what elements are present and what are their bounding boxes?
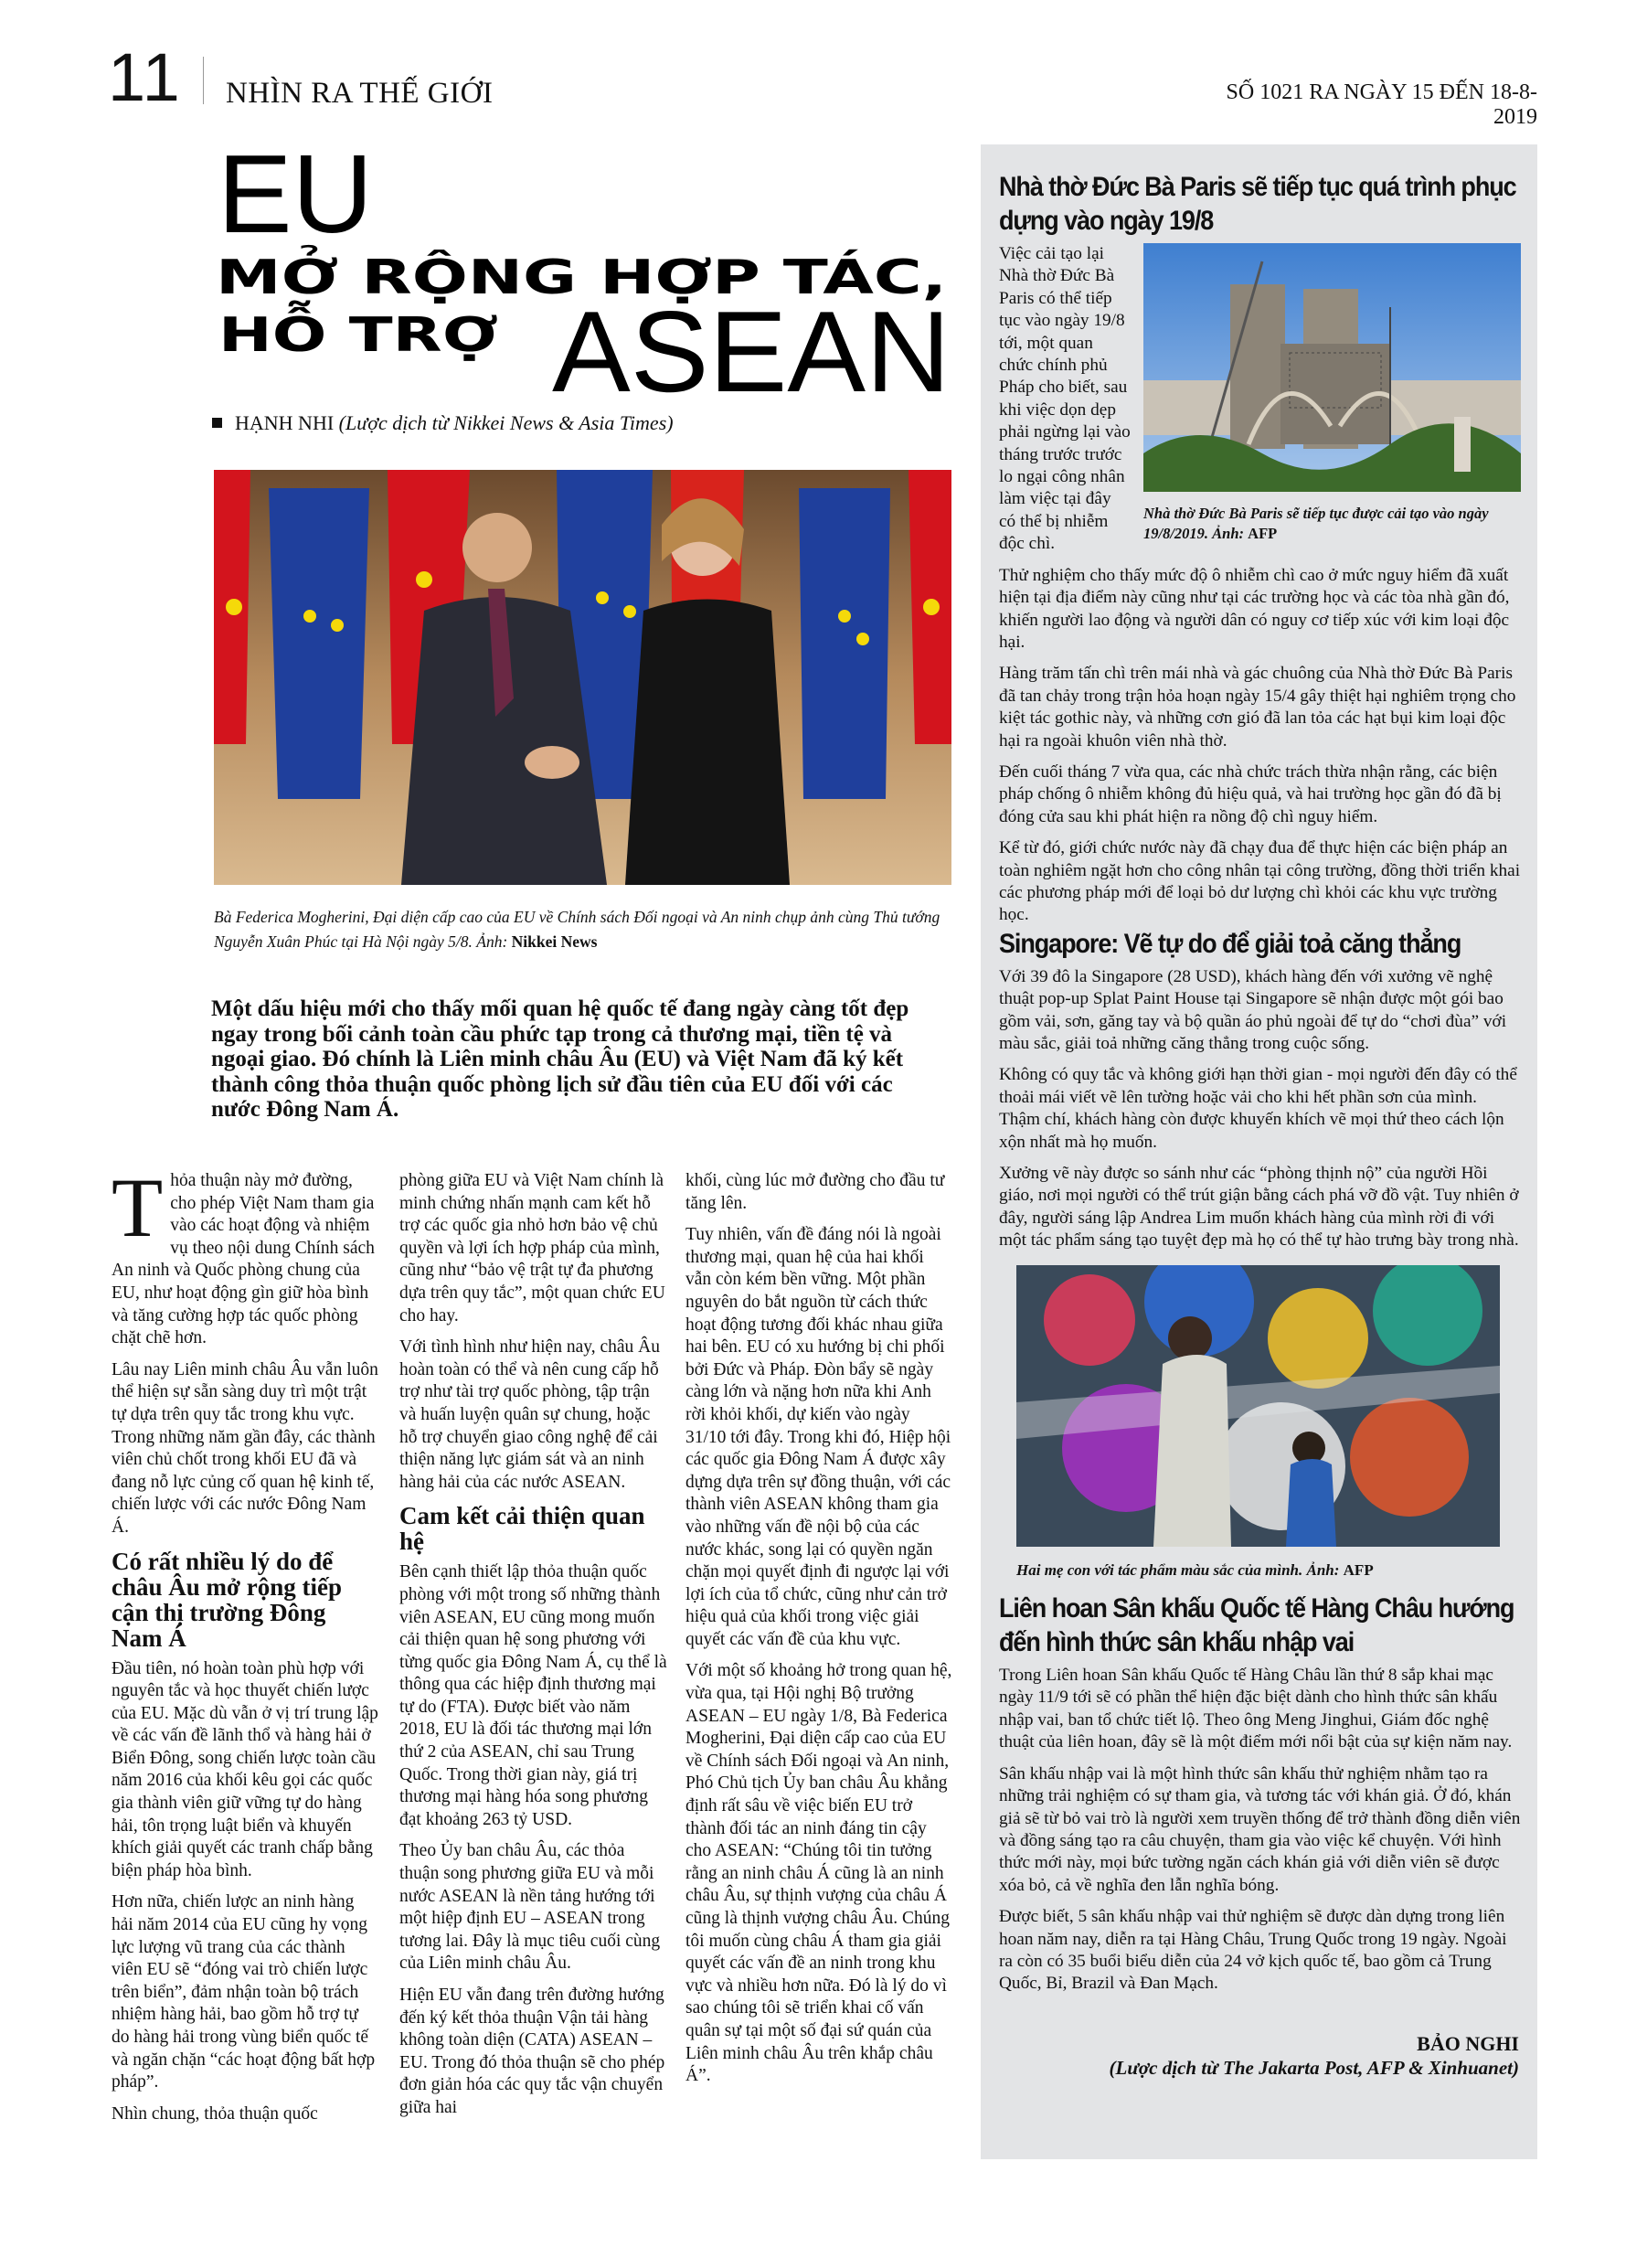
caption-credit: AFP — [1343, 1561, 1374, 1580]
paragraph: Với một số khoảng hở trong quan hệ, vừa qua, tại Hội nghị Bộ trưởng ASEAN – EU ngày 1/8, Bà Federica Mogherini, Đại diện cấp cao của EU về Chính sách Đối ngoại và An ninh, Phó Chủ tịch Ủy ban châu Âu khẳng định rất sâu về việc biến EU trở thành đối tác an ninh đáng tin cậy cho ASEAN: “Chúng tôi tin tưởng rằng an ninh châu Á cũng là an ninh châu Âu, sự thịnh vượng của châu Á cũng là thịnh vượng châu Âu. Chúng tôi muốn cùng châu Á tham gia giải quyết các vấn đề an ninh trong khu vực và nhiều hơn nữa. Đó là lý do vì sao chúng tôi sẽ triển khai cố vấn quân sự tại một số đại sứ quán của Liên minh châu Âu trên khắp châu Á”. — [685, 1661, 952, 2086]
sidebar-heading: Liên hoan Sân khấu Quốc tế Hàng Châu hướng đến hình thức sân khấu nhập vai — [999, 1593, 1514, 1658]
byline-source: (Lược dịch từ Nikkei News & Asia Times) — [338, 411, 674, 434]
sidebar-heading: Singapore: Vẽ tự do để giải toả căng thẳng — [999, 928, 1461, 959]
subheading: Có rất nhiều lý do để châu Âu mở rộng tiếp cận thị trường Đông Nam Á — [112, 1547, 342, 1652]
caption-text: Bà Federica Mogherini, Đại diện cấp cao của EU về Chính sách Đối ngoại và An ninh chụp ảnh cùng Thủ tướng Nguyễn Xuân Phúc tại Hà Nội ngày 5/8. Ảnh: — [214, 908, 940, 951]
bullet-square-icon — [212, 418, 222, 428]
paragraph: Với 39 đô la Singapore (28 USD), khách hàng đến với xưởng vẽ nghệ thuật pop-up Splat Paint House tại Singapore sẽ nhận được một gói bao gồm vải, sơn, găng tay và bộ quần áo phủ ngoài để tự do “chơi đùa” với màu sắc, giải toả những căng thẳng trong cuộc sống. — [999, 966, 1507, 1053]
caption-text: Nhà thờ Đức Bà Paris sẽ tiếp tục được cải tạo vào ngày 19/8/2019. Ảnh: — [1143, 505, 1489, 543]
paragraph: Sân khấu nhập vai là một hình thức sân khấu thử nghiệm nhằm tạo ra những trải nghiệm có sự tham gia, và tương tác với khán giả. Ở đó, khán giả sẽ từ bỏ vai trò là người xem truyền thống để trở thành đồng diễn viên và đồng sáng tạo ra câu chuyện, tham gia vào việc kể chuyện. Với hình thức mới này, mọi bức tường ngăn cách khán giả với diễn viên sẽ được xóa bỏ, cả về nghĩa đen lẫn nghĩa bóng. — [999, 1763, 1521, 1895]
article-column-3 — [685, 1170, 952, 2097]
paragraph-text: hỏa thuận này mở đường, cho phép Việt Nam tham gia vào các hoạt động và nhiệm vụ theo nội dung Chính sách An ninh và Quốc phòng chung của EU, như hoạt động gìn giữ hòa bình và tăng cường hợp tác quốc phòng chặt chẽ hơn. — [112, 1171, 375, 1348]
paint-photo — [1016, 1265, 1500, 1547]
paragraph: Được biết, 5 sân khấu nhập vai thử nghiệm sẽ được dàn dựng trong liên hoan năm nay, diễn ra tại Hàng Châu, Trung Quốc trong 19 ngày. Ngoài ra còn có 35 buổi biểu diễn của 24 vở kịch quốc tế, bao gồm cả Trung Quốc, Bỉ, Brazil và Đan Mạch. — [999, 1907, 1507, 1994]
paragraph: Nhìn chung, thỏa thuận quốc — [112, 2103, 318, 2124]
main-photo — [214, 470, 951, 885]
issue-info: SỐ 1021 RA NGÀY 15 ĐẾN 18-8-2019 — [1226, 80, 1537, 129]
article-column-2 — [399, 1170, 668, 2129]
paragraph: Kể từ đó, giới chức nước này đã chạy đua để thực hiện các biện pháp an toàn nghiêm ngặt hơn cho công nhân tại công trường, đồng thời triển khai các phương pháp mới để loại bỏ dư lượng chì khỏi các khu vực trường học. — [999, 838, 1521, 925]
paragraph: Thử nghiệm cho thấy mức độ ô nhiễm chì cao ở mức nguy hiểm đã xuất hiện tại địa điểm này cũng như tại các trường học và các tòa nhà gần đó, khiến người lao động và người dân có nguy cơ tiếp xúc với kim loại độc hại. — [999, 565, 1510, 652]
headline-eu: EU — [218, 132, 373, 256]
cathedral-photo — [1143, 243, 1521, 492]
headline-line2: MỞ RỘNG HỢP TÁC, — [216, 250, 745, 305]
signature — [999, 2032, 1521, 2080]
paint-photo-caption — [1016, 1560, 1500, 1581]
paragraph: Hơn nữa, chiến lược an ninh hàng hải năm 2014 của EU cũng hy vọng lực lượng vũ trang của các thành viên EU sẽ “đóng vai trò chiến lược trên biển”, đảm nhận toàn bộ trách nhiệm hàng hải, bao gồm hỗ trợ tự do hàng hải trong vùng biển quốc tế và ngăn chặn “các hoạt động bất hợp pháp”. — [112, 1892, 376, 2092]
byline — [212, 411, 674, 435]
paragraph: Hiện EU vẫn đang trên đường hướng đến ký kết thỏa thuận Vận tải hàng không toàn diện (CATA) ASEAN – EU. Trong đó thỏa thuận sẽ cho phép đơn giản hóa các quy tắc vận chuyển giữa hai — [399, 1986, 665, 2117]
paragraph — [112, 1161, 378, 1350]
paint-photo-block — [1016, 1265, 1500, 1581]
headline — [0, 0, 969, 402]
paragraph: Lâu nay Liên minh châu Âu vẫn luôn thể hiện sự sẵn sàng duy trì một trật tự dựa trên quy tắc trong khu vực. Trong những năm gần đây, các thành viên chủ chốt trong khối EU đã và đang nỗ lực củng cố quan hệ kinh tế, chiến lược với các nước Đông Nam Á. — [112, 1359, 378, 1537]
headline-line3: HỖ TRỢ — [218, 308, 426, 363]
paragraph: khối, cùng lúc mở đường cho đầu tư tăng lên. — [685, 1171, 945, 1213]
caption-credit: AFP — [1248, 525, 1278, 543]
paragraph: phòng giữa EU và Việt Nam chính là minh chứng nhấn mạnh cam kết hỗ trợ các quốc gia nhỏ hơn bảo vệ chủ quyền và lợi ích hợp pháp của mình, cũng như “bảo vệ trật tự đa phương dựa trên quy tắc”, một quan chức EU cho hay. — [399, 1171, 665, 1326]
paragraph: Đến cuối tháng 7 vừa qua, các nhà chức trách thừa nhận rằng, các biện pháp chống ô nhiễm không đủ hiệu quả, và hai trường học gần đó đã bị đóng cửa sau khi phát hiện ra nồng độ chì nguy hiểm. — [999, 761, 1502, 826]
news-sidebar — [981, 144, 1537, 2159]
sidebar-heading: Nhà thờ Đức Bà Paris sẽ tiếp tục quá trình phục dựng vào ngày 19/8 — [999, 172, 1516, 236]
drop-cap: T — [112, 1161, 164, 1254]
paragraph: Hàng trăm tấn chì trên mái nhà và gác chuông của Nhà thờ Đức Bà Paris đã tan chảy trong trận hỏa hoạn ngày 15/4 gây thiệt hại nghiêm trọng cho kiệt tác gothic này, và những cơn gió đã lan tỏa các hạt bụi kim loại độc hại ra ngoài khuôn viên nhà thờ. — [999, 664, 1516, 751]
paragraph: Với tình hình như hiện nay, châu Âu hoàn toàn có thể và nên cung cấp hỗ trợ như tài trợ quốc phòng, tập trận và huấn luyện quân sự chung, hoặc hỗ trợ chuyển giao công nghệ để cải thiện năng lực giám sát và an ninh hàng hải của các nước ASEAN. — [399, 1337, 660, 1492]
paragraph: Đầu tiên, nó hoàn toàn phù hợp với nguyên tắc và học thuyết chiến lược của EU. Mặc dù vẫn ở vị trí trung lập về các vấn đề lãnh thổ và hàng hải ở Biển Đông, song chiến lược toàn cầu năm 2016 của khối kêu gọi các quốc gia thành viên giữ vững tự do hàng hải, tôn trọng luật biển và khuyến khích giải quyết các tranh chấp bằng biện pháp hòa bình. — [112, 1658, 378, 1880]
paragraph: Tuy nhiên, vấn đề đáng nói là ngoài thương mại, quan hệ của hai khối vẫn còn kém bền vững. Một phần nguyên do bắt nguồn từ cách thức hoạt động tương đối khác nhau giữa hai bên. EU có xu hướng bị chi phối bởi Đức và Pháp. Đòn bẩy sẽ ngày càng lớn và nặng hơn nữa khi Anh rời khỏi khối, dự kiến vào ngày 31/10 tới đây. Trong khi đó, Hiệp hội các quốc gia Đông Nam Á được xây dựng dựa trên sự đồng thuận, với các thành viên ASEAN không tham gia vào những vấn đề nội bộ của các nước khác, song lại có quyền ngăn chặn mọi quyết định đi ngược lại với lợi ích của tổ chức, cũng như cản trở hiệu quả của khối trong việc giải quyết các vấn đề của khu vực. — [685, 1225, 951, 1649]
byline-author: HẠNH NHI — [235, 411, 335, 434]
headline-asean: ASEAN — [552, 287, 951, 402]
paragraph: Việc cải tạo lại Nhà thờ Đức Bà Paris có thể tiếp tục vào ngày 19/8 tới, một quan chức chính phủ Pháp cho biết, sau khi việc dọn dẹp phải ngừng lại vào tháng trước trước lo ngại công nhân làm việc tại đây có thể bị nhiễm độc chì. — [999, 244, 1131, 554]
paragraph: Trong Liên hoan Sân khấu Quốc tế Hàng Châu lần thứ 8 sắp khai mạc ngày 11/9 tới sẽ có phần thể hiện đặc biệt dành cho hình thức sân khấu nhập vai, ban tổ chức tiết lộ. Theo ông Meng Jinghui, Giám đốc nghệ thuật của liên hoan, đây sẽ là một điểm mới nổi bật của sự kiện năm nay. — [999, 1666, 1513, 1752]
caption-credit: Nikkei News — [511, 932, 598, 951]
page-number: 11 — [108, 39, 182, 115]
caption-text: Hai mẹ con với tác phẩm màu sắc của mình. Ảnh: — [1016, 1561, 1340, 1580]
cathedral-photo-caption — [1143, 504, 1521, 544]
subheading: Cam kết cải thiện quan hệ — [399, 1502, 645, 1556]
paragraph: Xưởng vẽ này được so sánh như các “phòng thịnh nộ” của người Hồi giáo, nơi mọi người có thể trút giận bằng cách phá vỡ đồ vật. Tuy nhiên ở đây, người sáng lập Andrea Lim muốn khách hàng của mình rời đi với một tác phẩm sáng tạo tuyệt đẹp mà họ có thể tự hào trưng bày trong nhà. — [999, 1164, 1519, 1251]
paragraph: Không có quy tắc và không giới hạn thời gian - mọi người đến đây có thể thoải mái viết vẽ lên tường hoặc vải cho khi hết phần sơn của mình. Thậm chí, khách hàng còn được khuyến khích vẽ mọi thứ theo cách lộn xộn nhất mà họ muốn. — [999, 1065, 1517, 1152]
article-column-1 — [112, 1161, 378, 2135]
paragraph: Theo Ủy ban châu Âu, các thỏa thuận song phương giữa EU và mỗi nước ASEAN là nền tảng hướng tới một hiệp định EU – ASEAN trong tương lai. Đây là mục tiêu cuối cùng của Liên minh châu Âu. — [399, 1841, 661, 1974]
section-title: NHÌN RA THẾ GIỚI — [226, 77, 494, 110]
cathedral-photo-block — [1143, 243, 1521, 544]
signature-source: (Lược dịch từ The Jakarta Post, AFP & Xinhuanet) — [1109, 2056, 1519, 2079]
paragraph: Bên cạnh thiết lập thỏa thuận quốc phòng với một trong số những thành viên ASEAN, EU cũng mong muốn cải thiện quan hệ song phương với từng quốc gia Đông Nam Á, cụ thể là thông qua các hiệp định thương mại tự do (FTA). Được biết vào năm 2018, EU là đối tác thương mại lớn thứ 2 của ASEAN, chỉ sau Trung Quốc. Trong thời gian này, giá trị thương mại hàng hóa song phương đạt khoảng 263 tỷ USD. — [399, 1562, 667, 1829]
lead-paragraph: Một dấu hiệu mới cho thấy mối quan hệ quốc tế đang ngày càng tốt đẹp ngay trong bối cảnh toàn cầu phức tạp trong cả thương mại, tiền tệ và ngoại giao. Đó chính là Liên minh châu Âu (EU) và Việt Nam đã ký kết thành công thỏa thuận quốc phòng lịch sử đầu tiên của EU đối với các nước Đông Nam Á. — [211, 996, 909, 1122]
signature-author: BẢO NGHI — [1417, 2031, 1519, 2055]
main-photo-caption — [214, 905, 963, 954]
